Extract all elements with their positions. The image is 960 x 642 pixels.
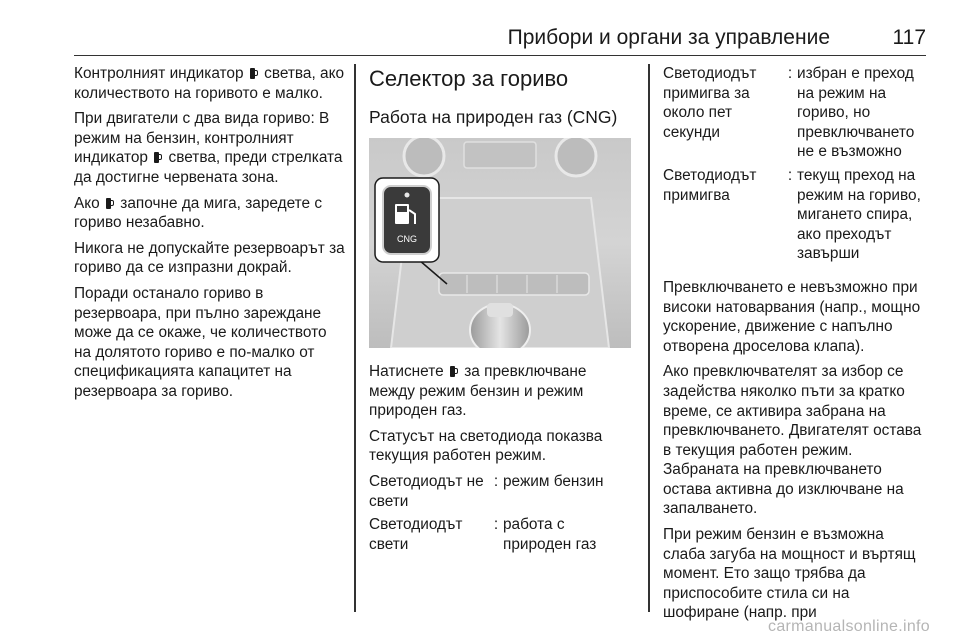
header-rule <box>74 55 926 57</box>
led-status-table <box>663 64 927 268</box>
cng-switch-icon <box>450 366 458 377</box>
cng-switch-figure <box>369 138 631 348</box>
paragraph: Превключването е невъзможно при високи натоварвания (напр., мощно ускорение, движение с напълно отворена дроселова клапа). <box>663 278 921 355</box>
watermark: carmanualsonline.info <box>768 618 930 635</box>
subsection-heading: Работа на природен газ (CNG) <box>369 107 618 127</box>
section-title: Прибори и органи за управление <box>507 26 830 49</box>
table-row: Светодиодът примигва за около пет секунди : избран е преход на режим на гориво, но превключването не е възможно <box>663 65 915 161</box>
table-row: Светодиодът не свети : режим бензин <box>369 472 604 510</box>
table-row: Светодиодът примигва : текущ преход на режим на гориво, мигането спира, ако преходът завърши <box>663 166 921 263</box>
paragraph: Контролният индикатор светва, ако количеството на горивото е малко. <box>74 65 345 102</box>
table-row: Светодиодът свети : работа с природен газ <box>369 516 597 553</box>
column-divider <box>648 64 650 612</box>
column-divider <box>354 64 356 612</box>
paragraph: Ако започне да мига, заредете с гориво незабавно. <box>74 194 323 232</box>
page-number: 117 <box>892 26 926 49</box>
fuel-pump-icon <box>154 152 162 163</box>
paragraph: Никога не допускайте резервоарът за гориво да се изпразни докрай. <box>74 239 345 277</box>
paragraph: Натиснете за превключване между режим бензин и режим природен газ. <box>369 363 587 420</box>
page-header <box>74 24 926 56</box>
led-status-table <box>369 472 631 558</box>
fuel-pump-icon <box>106 198 114 209</box>
paragraph: Поради останало гориво в резервоара, при пълно зареждане може да се окаже, че количеството на долятото гориво е по-малко от спецификацията капацитет на резервоара за гориво. <box>74 284 327 400</box>
column-left <box>74 64 346 408</box>
column-right <box>663 64 927 629</box>
paragraph: При режим бензин е възможна слаба загуба на мощност и въртящ момент. Ето защо трябва да приспособите стила си на шофиране (напр. при <box>663 526 916 622</box>
paragraph: Ако превключвателят за избор се задейства няколко пъти за кратко време, се активира забрана на превключването. Двигателят остава в текущия работен режим. Забраната на превключването остава активна до изключване на запалването. <box>663 363 922 518</box>
paragraph: Статусът на светодиода показва текущия работен режим. <box>369 427 603 465</box>
paragraph: При двигатели с два вида гориво: В режим на бензин, контролният индикатор светва, преди стрелката да достигне червената зона. <box>74 110 343 186</box>
section-heading: Селектор за гориво <box>369 66 569 91</box>
fuel-pump-icon <box>250 68 258 79</box>
cng-switch-illustration <box>369 138 631 348</box>
cng-button-label: CNG <box>397 234 417 244</box>
column-middle <box>369 64 631 568</box>
